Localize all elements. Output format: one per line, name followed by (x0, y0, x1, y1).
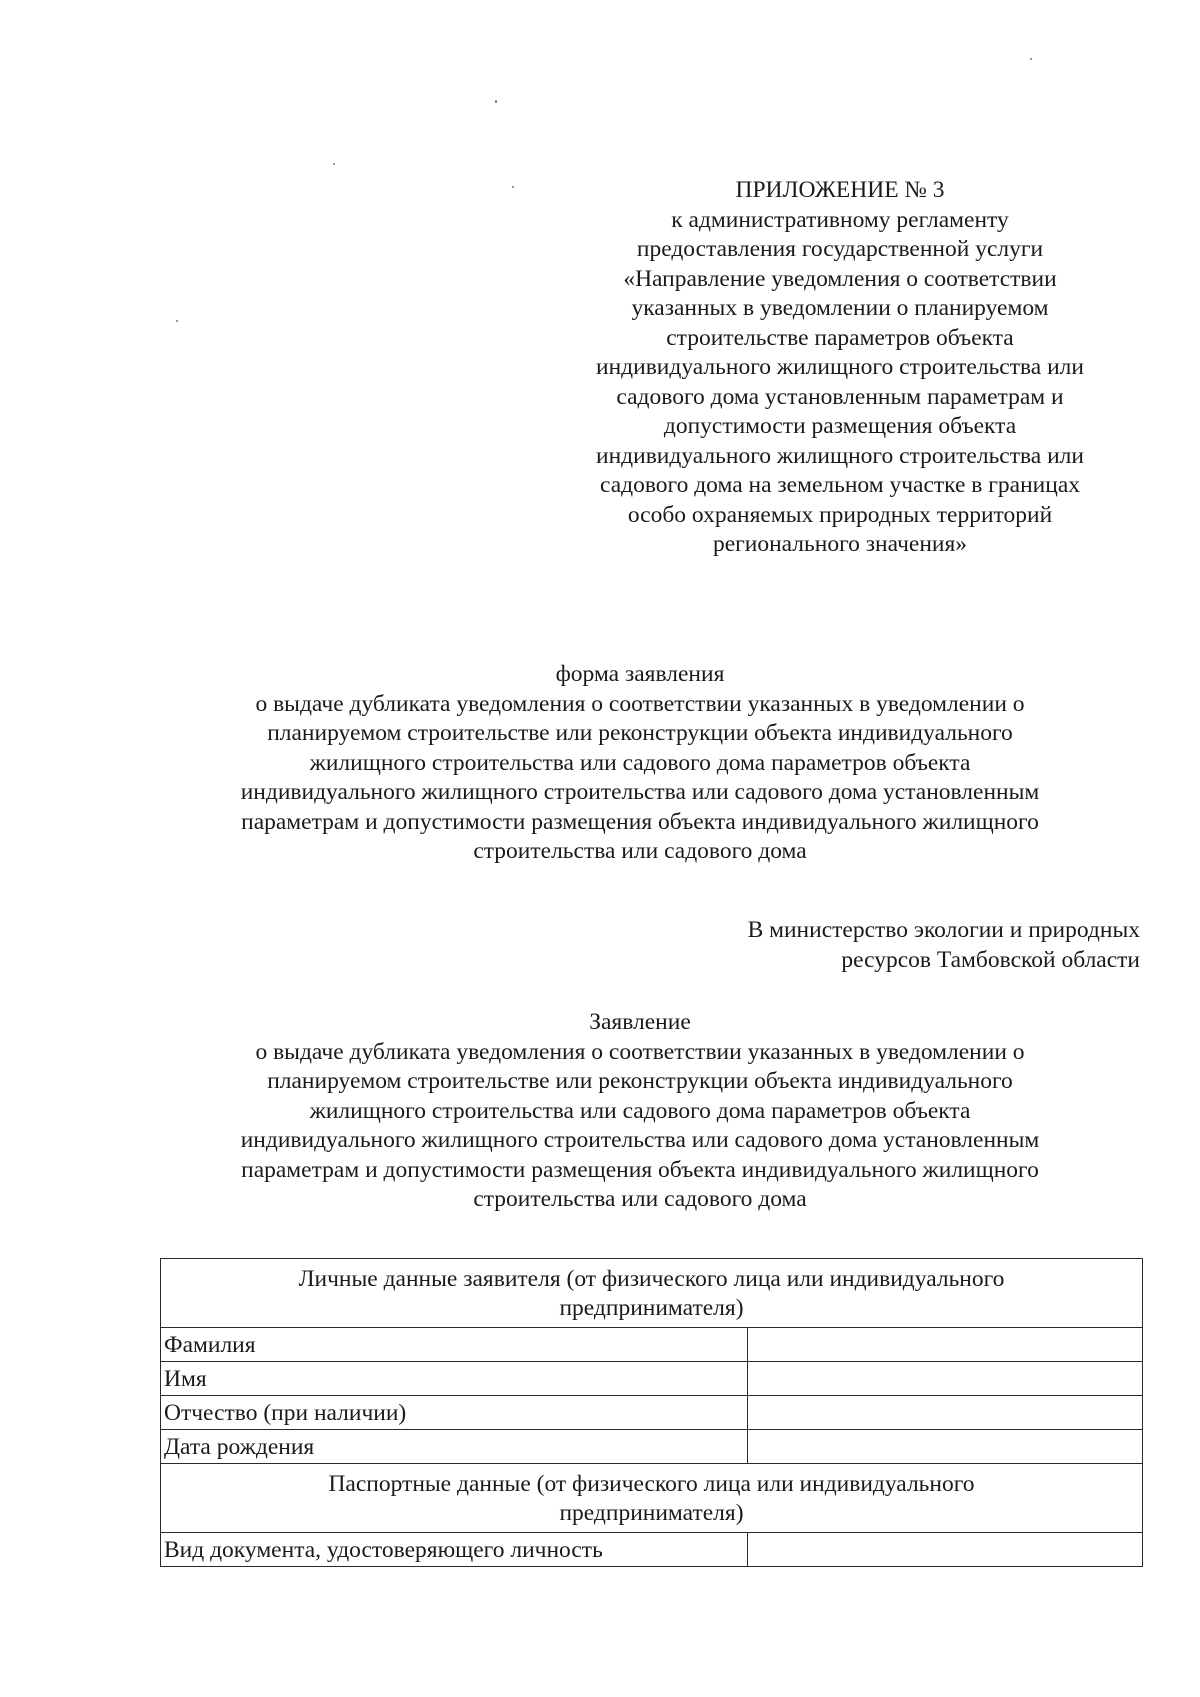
addressee-line: В министерство экологии и природных (747, 917, 1140, 943)
appendix-title: ПРИЛОЖЕНИЕ № 3 (735, 177, 945, 203)
form-title-line: строительства или садового дома (473, 838, 807, 864)
table-row (161, 1259, 1143, 1328)
name-label: Имя (161, 1362, 748, 1396)
statement-line: о выдаче дубликата уведомления о соответствии указанных в уведомлении о (255, 1038, 1025, 1065)
appendix-line: садового дома установленным параметрам и (616, 383, 1064, 410)
appendix-line: регионального значения» (712, 531, 968, 557)
form-title (160, 660, 1120, 867)
appendix-line: индивидуального жилищного строительства или (596, 442, 1084, 469)
statement-line: жилищного строительства или садового дома параметров объекта (309, 1097, 971, 1124)
name-field[interactable] (748, 1362, 1143, 1396)
addressee-line: ресурсов Тамбовской области (841, 946, 1140, 973)
appendix-header (540, 176, 1140, 560)
surname-label: Фамилия (161, 1328, 748, 1362)
document-type-label: Вид документа, удостоверяющего личность (161, 1533, 748, 1567)
section-passport-data (161, 1464, 1143, 1533)
table-row (161, 1430, 1143, 1464)
appendix-line: строительстве параметров объекта (666, 324, 1014, 351)
appendix-line: особо охраняемых природных территорий (627, 501, 1053, 528)
section-personal-data (161, 1259, 1143, 1328)
form-title-heading: форма заявления (555, 661, 725, 687)
section-heading-line: Паспортные данные (от физического лица или индивидуального (328, 1471, 975, 1497)
statement-line: планируемом строительстве или реконструкции объекта индивидуального (267, 1068, 1013, 1094)
statement-line: строительства или садового дома (473, 1186, 807, 1212)
appendix-line: предоставления государственной услуги (636, 236, 1044, 262)
form-title-line: индивидуального жилищного строительства или садового дома установленным (240, 779, 1040, 805)
section-heading-line: предпринимателя) (559, 1295, 744, 1321)
appendix-line: «Направление уведомления о соответствии (623, 265, 1057, 292)
section-heading-line: Личные данные заявителя (от физического лица или индивидуального (298, 1266, 1005, 1292)
document-type-field[interactable] (748, 1533, 1143, 1567)
appendix-line: указанных в уведомлении о планируемом (631, 295, 1049, 321)
appendix-line: допустимости размещения объекта (663, 413, 1017, 439)
form-title-line: о выдаче дубликата уведомления о соответствии указанных в уведомлении о (255, 690, 1025, 717)
patronymic-field[interactable] (748, 1396, 1143, 1430)
scan-speck (176, 320, 178, 322)
section-heading-line: предпринимателя) (559, 1500, 744, 1526)
form-title-line: жилищного строительства или садового дома параметров объекта (309, 749, 971, 776)
statement-line: индивидуального жилищного строительства или садового дома установленным (240, 1127, 1040, 1153)
table-row (161, 1464, 1143, 1533)
scan-speck (333, 163, 335, 165)
table-row (161, 1533, 1143, 1567)
statement-line: параметрам и допустимости размещения объекта индивидуального жилищного (241, 1156, 1039, 1183)
scan-speck (1030, 58, 1032, 60)
birthdate-label: Дата рождения (161, 1430, 748, 1464)
table-row (161, 1328, 1143, 1362)
surname-field[interactable] (748, 1328, 1143, 1362)
scan-speck (495, 100, 497, 103)
patronymic-label: Отчество (при наличии) (161, 1396, 748, 1430)
statement-title (160, 1008, 1120, 1215)
applicant-data-table (160, 1258, 1143, 1567)
form-title-line: планируемом строительстве или реконструкции объекта индивидуального (267, 720, 1013, 746)
table-row (161, 1396, 1143, 1430)
table-row (161, 1362, 1143, 1396)
form-title-line: параметрам и допустимости размещения объекта индивидуального жилищного (241, 808, 1039, 835)
statement-heading: Заявление (589, 1009, 691, 1035)
appendix-line: индивидуального жилищного строительства или (596, 354, 1084, 380)
appendix-line: садового дома на земельном участке в границах (600, 472, 1080, 498)
addressee (748, 916, 1140, 975)
appendix-line: к административному регламенту (671, 206, 1009, 233)
birthdate-field[interactable] (748, 1430, 1143, 1464)
scan-speck (512, 186, 514, 188)
